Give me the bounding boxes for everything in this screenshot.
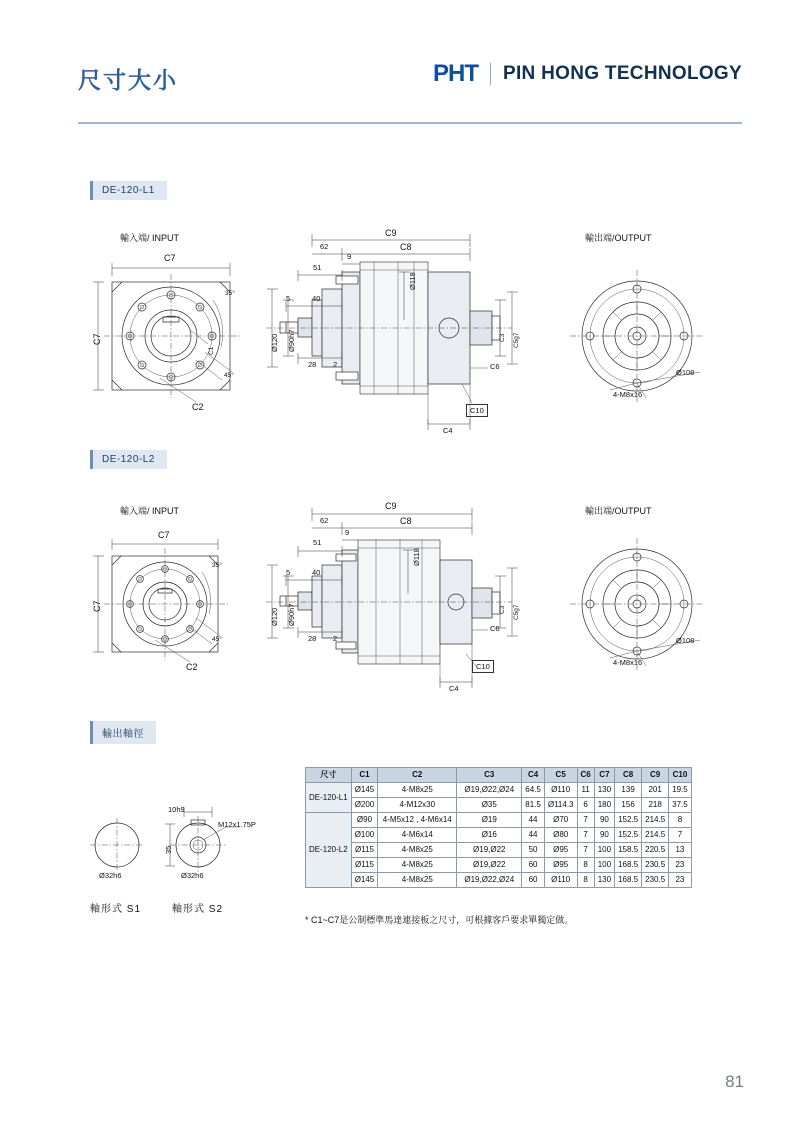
cell: Ø115 (351, 843, 378, 858)
cell: 201 (642, 783, 669, 798)
l2-front-c2: C2 (186, 662, 198, 672)
l2-side-9: 9 (345, 528, 350, 537)
cell: 4-M5x12 , 4-M6x14 (378, 813, 457, 828)
l1-output-dia108: Ø108 (676, 368, 695, 377)
l1-side-62: 62 (320, 242, 329, 251)
cell: Ø110 (544, 783, 577, 798)
cell: 81.5 (522, 798, 545, 813)
cell: Ø114.3 (544, 798, 577, 813)
output-label-l2: 輸出端/OUTPUT (585, 506, 652, 516)
cell: 8 (577, 858, 594, 873)
table-row (306, 798, 692, 813)
l2-side-dia90h7: Ø90h7 (287, 603, 296, 626)
cell: Ø19 (457, 813, 522, 828)
l2-side-51: 51 (313, 538, 322, 547)
l1-output-bolt: 4-M8x16 (613, 390, 643, 399)
cell: 4-M8x25 (378, 858, 457, 873)
l1-side-c6: C6 (490, 362, 500, 371)
cell: Ø95 (544, 843, 577, 858)
section-tag-de-120-l1: DE-120-L1 (90, 181, 167, 200)
cell: Ø145 (351, 783, 378, 798)
l1-side-c4: C4 (443, 426, 453, 435)
cell: 230.5 (642, 858, 669, 873)
cell: 19.5 (669, 783, 692, 798)
cell: 7 (577, 813, 594, 828)
drawing-shaft-types (0, 0, 300, 1000)
table-row (306, 813, 692, 828)
l1-side-2: 2 (333, 360, 338, 369)
l2-side-dia118: Ø118 (412, 548, 421, 566)
cell: 230.5 (642, 873, 669, 888)
cell: 152.5 (615, 813, 642, 828)
cell: 156 (615, 798, 642, 813)
l2-output-dia108: Ø108 (676, 636, 695, 645)
cell: 64.5 (522, 783, 545, 798)
cell: Ø19,Ø22,Ø24 (457, 873, 522, 888)
row-model-l2: DE-120-L2 (306, 813, 352, 888)
th-6: C6 (577, 768, 594, 783)
l1-side-c8: C8 (400, 242, 412, 252)
l1-side-c10: C10 (466, 404, 488, 417)
cell: 4-M8x25 (378, 843, 457, 858)
l2-side-c4: C4 (449, 684, 459, 693)
l1-side-9: 9 (347, 252, 352, 261)
th-2: C2 (378, 768, 457, 783)
cell: 8 (669, 813, 692, 828)
cell: 139 (615, 783, 642, 798)
cell: 100 (594, 843, 614, 858)
cell: 4-M8x25 (378, 783, 457, 798)
shaft-s1-dia: Ø32h6 (99, 871, 122, 880)
table-row (306, 828, 692, 843)
cell: 37.5 (669, 798, 692, 813)
input-label-l1: 輸入端/ INPUT (120, 233, 180, 243)
l2-front-c7-left: C7 (92, 600, 102, 612)
l1-side-c9: C9 (385, 228, 397, 238)
th-5: C5 (544, 768, 577, 783)
table-header-row (306, 768, 692, 783)
shaft-s1-caption: 軸形式 S1 (90, 904, 142, 915)
cell: 130 (594, 873, 614, 888)
table-row (306, 843, 692, 858)
cell: 7 (577, 828, 594, 843)
logo-text: PHT (433, 60, 478, 87)
l1-side-dia90h7: Ø90h7 (287, 329, 296, 352)
table-footnote: * C1~C7是公制標準馬達連接板之尺寸，可根據客戶要求單獨定做。 (305, 915, 574, 925)
th-1: C1 (351, 768, 378, 783)
l1-front-c7-left: C7 (92, 333, 102, 345)
l2-front-c7-top: C7 (158, 530, 170, 540)
cell: 168.5 (615, 858, 642, 873)
l1-front-angle-45: 45° (224, 372, 234, 379)
cell: 60 (522, 873, 545, 888)
l1-front-c1: C1 (208, 346, 215, 355)
th-8: C8 (615, 768, 642, 783)
cell: 6 (577, 798, 594, 813)
l2-side-62: 62 (320, 516, 329, 525)
l2-front-angle-45: 45° (212, 636, 222, 643)
cell: 44 (522, 828, 545, 843)
th-10: C10 (669, 768, 692, 783)
l1-side-28: 28 (308, 360, 317, 369)
th-7: C7 (594, 768, 614, 783)
output-label-l1: 輸出端/OUTPUT (585, 233, 652, 243)
th-4: C4 (522, 768, 545, 783)
l2-side-c6: C6 (490, 624, 500, 633)
cell: 13 (669, 843, 692, 858)
cell: 180 (594, 798, 614, 813)
section-tag-output-shaft: 輸出軸徑 (90, 721, 156, 744)
l2-output-bolt: 4-M8x16 (613, 658, 643, 667)
cell: 152.5 (615, 828, 642, 843)
cell: 4-M6x14 (378, 828, 457, 843)
cell: 100 (594, 858, 614, 873)
l2-side-c9: C9 (385, 501, 397, 511)
l2-side-5: 5 (286, 568, 291, 577)
l1-side-c3: C3 (499, 333, 506, 342)
l1-side-51: 51 (313, 263, 322, 272)
l2-side-c10: C10 (472, 660, 494, 673)
cell: 23 (669, 858, 692, 873)
spec-table (305, 767, 692, 888)
cell: 4-M12x30 (378, 798, 457, 813)
cell: 23 (669, 873, 692, 888)
cell: Ø115 (351, 858, 378, 873)
th-0: 尺寸 (306, 768, 352, 783)
l1-front-angle-35: 35° (225, 290, 235, 297)
l2-side-c3: C3 (499, 605, 506, 614)
cell: Ø70 (544, 813, 577, 828)
l1-side-dia120: Ø120 (270, 333, 279, 352)
l2-side-dia120: Ø120 (270, 607, 279, 626)
cell: 90 (594, 813, 614, 828)
section-tag-de-120-l2: DE-120-L2 (90, 450, 167, 469)
l2-side-28: 28 (308, 634, 317, 643)
spec-table-wrap (305, 767, 692, 888)
shaft-s2-thread: M12x1.75P (218, 820, 256, 829)
l1-front-c2: C2 (192, 402, 204, 412)
cell: Ø35 (457, 798, 522, 813)
page-number: 81 (725, 1072, 744, 1091)
l1-side-c5g7: C5g7 (513, 332, 520, 348)
cell: Ø95 (544, 858, 577, 873)
cell: 60 (522, 858, 545, 873)
cell: 220.5 (642, 843, 669, 858)
cell: Ø16 (457, 828, 522, 843)
cell: Ø19,Ø22 (457, 843, 522, 858)
cell: 7 (669, 828, 692, 843)
cell: 4-M8x25 (378, 873, 457, 888)
cell: Ø90 (351, 813, 378, 828)
cell: 214.5 (642, 813, 669, 828)
cell: 50 (522, 843, 545, 858)
cell: 130 (594, 783, 614, 798)
shaft-s2-len-top: 10h9 (168, 805, 185, 814)
l2-side-2: 2 (333, 634, 338, 643)
shaft-s2-len-side: 35 (164, 845, 173, 854)
table-row (306, 858, 692, 873)
cell: Ø145 (351, 873, 378, 888)
cell: 44 (522, 813, 545, 828)
shaft-s2-dia: Ø32h6 (181, 871, 204, 880)
shaft-s2-caption: 軸形式 S2 (172, 904, 224, 915)
cell: Ø200 (351, 798, 378, 813)
l2-side-c8: C8 (400, 516, 412, 526)
cell: Ø19,Ø22,Ø24 (457, 783, 522, 798)
cell: 7 (577, 843, 594, 858)
cell: 8 (577, 873, 594, 888)
cell: 90 (594, 828, 614, 843)
l1-side-5: 5 (286, 294, 291, 303)
page-title: 尺寸大小 (78, 67, 178, 93)
brand-name: PIN HONG TECHNOLOGY (503, 63, 742, 84)
cell: 214.5 (642, 828, 669, 843)
l2-side-40: 40 (312, 568, 321, 577)
cell: Ø100 (351, 828, 378, 843)
cell: Ø110 (544, 873, 577, 888)
shaft-svg (0, 0, 300, 1000)
l2-front-angle-35: 35° (212, 562, 222, 569)
cell: 158.5 (615, 843, 642, 858)
cell: Ø80 (544, 828, 577, 843)
cell: 168.5 (615, 873, 642, 888)
row-model-l1: DE-120-L1 (306, 783, 352, 813)
cell: Ø19,Ø22 (457, 858, 522, 873)
table-row (306, 783, 692, 798)
cell: 218 (642, 798, 669, 813)
th-3: C3 (457, 768, 522, 783)
l1-side-40: 40 (312, 294, 321, 303)
input-label-l2: 輸入端/ INPUT (120, 506, 180, 516)
l1-side-dia118: Ø118 (408, 272, 417, 290)
l1-front-c7-top: C7 (164, 253, 176, 263)
th-9: C9 (642, 768, 669, 783)
cell: 11 (577, 783, 594, 798)
l2-side-c5g7: C5g7 (513, 604, 520, 620)
table-row (306, 873, 692, 888)
